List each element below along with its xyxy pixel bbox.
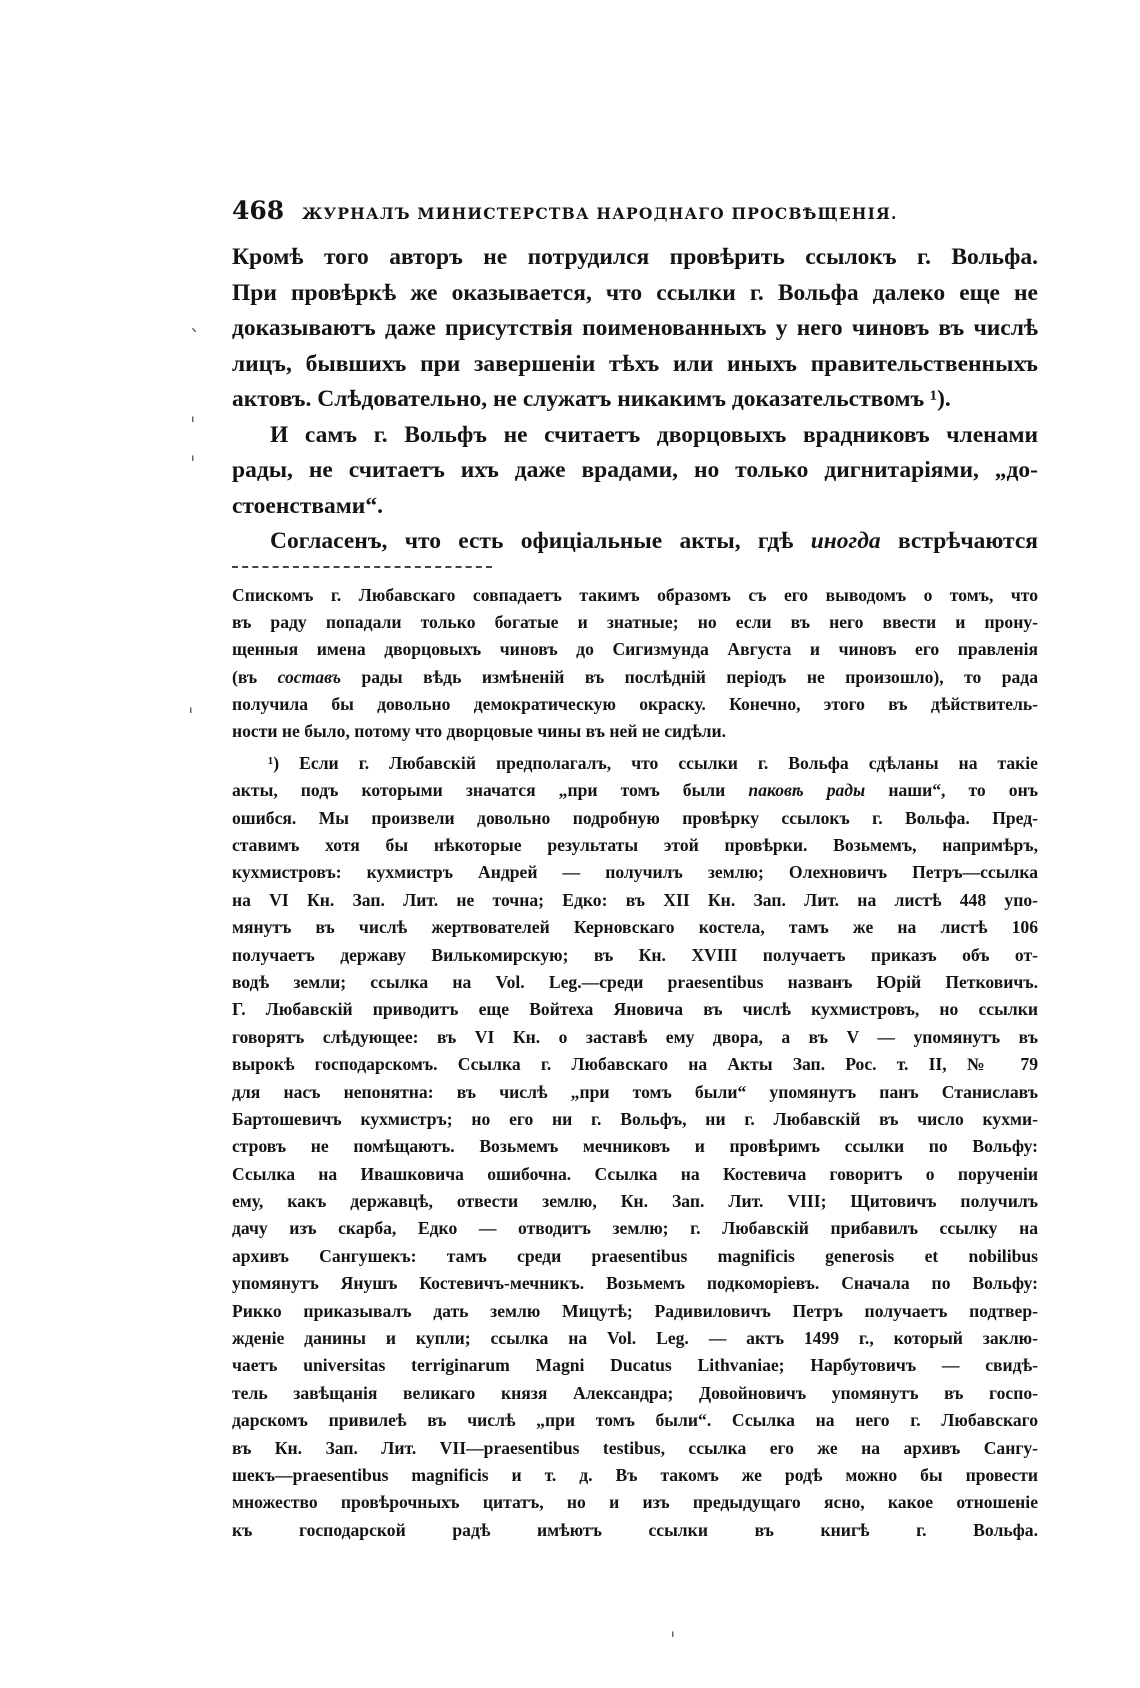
body-line: Кромѣ того авторъ не потрудился провѣрить ссылокъ г. Вольфа. bbox=[232, 244, 1038, 270]
footnote-line: Бартошевичъ кухмистръ; но его ни г. Вольфъ, ни г. Любавскій въ число кухми- bbox=[232, 1108, 1038, 1129]
footnote-line: кухмистровъ: кухмистръ Андрей — получилъ землю; Олехновичъ Петръ—ссылка bbox=[232, 862, 1038, 883]
footnote-separator bbox=[232, 566, 492, 568]
footnote-line: для насъ непонятна: въ числѣ „при томъ были“ упомянутъ панъ Станиславъ bbox=[232, 1081, 1038, 1102]
body-line: лицъ, бывшихъ при завершеніи тѣхъ или иныхъ правительственныхъ bbox=[232, 350, 1038, 377]
footnote-line bbox=[232, 1572, 1038, 1599]
footnote-text: акты, подъ которыми значатся „при томъ были bbox=[232, 780, 726, 801]
footnote-line: Ссылка на Ивашковича ошибочна. Ссылка на Костевича говоритъ о порученіи bbox=[232, 1163, 1038, 1184]
footnote-line: ности не было, потому что дворцовые чины въ ней не сидѣли. bbox=[232, 721, 727, 742]
footnote-line: архивъ Сангушекъ: тамъ среди praesentibus magnificis generosis et nobilibus bbox=[232, 1245, 1038, 1266]
page-number: 468 bbox=[232, 196, 285, 225]
footnote-1 bbox=[232, 750, 1038, 1599]
footnote-italic-text: составъ bbox=[277, 666, 341, 687]
footnote-line: шекъ—praesentibus magnificis и т. д. Въ такомъ же родѣ можно бы провести bbox=[232, 1465, 1038, 1485]
footnote-line: чаетъ universitas terriginarum Magni Ducatus Lithvaniae; Нарбутовичъ — свидѣ- bbox=[232, 1355, 1038, 1376]
footnote-line: упомянутъ Янушъ Костевичъ-мечникъ. Возьмемъ подкоморіевъ. Сначала по Вольфу: bbox=[232, 1273, 1038, 1294]
footnote-italic-text: паковѣ рады bbox=[748, 780, 866, 801]
footnote-line: ¹) Если г. Любавскій предполагалъ, что ссылки г. Вольфа сдѣланы на такіе bbox=[268, 752, 1038, 773]
body-line: При провѣркѣ же оказывается, что ссылки г. Вольфа далеко еще не bbox=[232, 279, 1038, 306]
footnote-line: дачу изъ скарба, Едко — отводитъ землю; г. Любавскій прибавилъ ссылку на bbox=[232, 1218, 1038, 1239]
footnote-line: ошибся. Мы произвели довольно подробную провѣрку ссылокъ г. Вольфа. Пред- bbox=[232, 807, 1038, 828]
body-italic-text: иногда bbox=[810, 528, 881, 554]
footnote-line: на VI Кн. Зап. Лит. не точна; Едко: въ XII Кн. Зап. Лит. на листѣ 448 упо- bbox=[232, 889, 1038, 910]
margin-tick-mark: ˈ bbox=[190, 413, 196, 437]
margin-tick-mark: ˈ bbox=[670, 1628, 676, 1652]
body-line: И самъ г. Вольфъ не считаетъ дворцовыхъ врадниковъ членами bbox=[270, 421, 1038, 448]
body-line: актовъ. Слѣдовательно, не служатъ никакимъ доказательствомъ ¹). bbox=[232, 386, 951, 412]
footnote-line: Г. Любавскій приводитъ еще Войтеха Яновича въ числѣ кухмистровъ, но ссылки bbox=[232, 999, 1038, 1020]
body-line bbox=[232, 524, 1038, 560]
body-line: стоенствами“. bbox=[232, 492, 383, 519]
footnote-line: говорятъ слѣдующее: въ VI Кн. о заставѣ ему двора, а въ V — упомянутъ въ bbox=[232, 1026, 1038, 1047]
footnote-line bbox=[232, 1544, 1038, 1571]
footnote-line bbox=[232, 777, 1038, 804]
footnote-line: вырокѣ господарскомъ. Ссылка г. Любавскаго на Акты Зап. Рос. т. II, № 79 bbox=[232, 1054, 1038, 1075]
footnote-line: ему, какъ державцѣ, отвести землю, Кн. Зап. Лит. VIII; Щитовичъ получилъ bbox=[232, 1191, 1038, 1212]
footnote-line: водѣ земли; ссылка на Vol. Leg.—среди praesentibus названъ Юрій Петковичъ. bbox=[232, 971, 1038, 992]
footnote-line: стровъ не помѣщаютъ. Возьмемъ мечниковъ и провѣримъ ссылки по Вольфу: bbox=[232, 1136, 1038, 1157]
body-line: рады, не считаетъ ихъ даже врадами, но только дигнитаріями, „до- bbox=[232, 457, 1038, 483]
footnote-text: рады вѣдь измѣненій въ послѣдній періодъ не произошло), то рада bbox=[361, 666, 1038, 687]
footnote-line: въ Кн. Зап. Лит. VII—praesentibus testibus, ссылка его же на архивъ Сангу- bbox=[232, 1437, 1038, 1458]
margin-tick-mark: ˈ bbox=[188, 704, 194, 728]
footnote-line: множество провѣрочныхъ цитатъ, но и изъ предыдущаго ясно, какое отношеніе bbox=[232, 1492, 1038, 1513]
footnote-text: (въ bbox=[232, 666, 258, 687]
footnote-line: мянутъ въ числѣ жертвователей Керновскаго костела, тамъ же на листѣ 106 bbox=[232, 917, 1038, 938]
footnote-line bbox=[232, 664, 1038, 691]
body-text: встрѣчаются bbox=[897, 528, 1038, 554]
footnote-line: щенныя имена дворцовыхъ чиновъ до Сигизмунда Августа и чиновъ его правленія bbox=[232, 639, 1038, 660]
footnote-line: получаетъ державу Вилькомирскую; въ Кн. XVIII получаетъ приказъ объ от- bbox=[232, 944, 1038, 965]
footnote-line: тель завѣщанія великаго князя Александра; Довойновичъ упомянутъ въ госпо- bbox=[232, 1382, 1038, 1403]
body-line: доказываютъ даже присутствія поименованныхъ у него чиновъ въ числѣ bbox=[232, 315, 1038, 341]
footnote-line: дарскомъ привилеѣ въ числѣ „при томъ были“. Ссылка на него г. Любавскаго bbox=[232, 1410, 1038, 1431]
page bbox=[232, 196, 1038, 1599]
footnote-line: Рикко приказывалъ дать землю Мицутѣ; Радивиловичъ Петръ получаетъ подтвер- bbox=[232, 1300, 1038, 1321]
main-text bbox=[232, 240, 1038, 560]
journal-title: ЖУРНАЛЪ МИНИСТЕРСТВА НАРОДНАГО ПРОСВѢЩЕНІЯ. bbox=[302, 204, 898, 223]
body-text: Согласенъ, что есть офиціальные акты, гдѣ bbox=[270, 528, 794, 554]
footnote-line: получила бы довольно демократическую окраску. Конечно, этого въ дѣйствитель- bbox=[232, 694, 1038, 715]
footnote-line: ставимъ хотя бы нѣкоторые результаты этой провѣрки. Возьмемъ, напримѣръ, bbox=[232, 835, 1038, 856]
footnote-text: наши“, то онъ bbox=[888, 780, 1038, 801]
footnote-line: къ господарской радѣ имѣютъ ссылки въ книгѣ г. Вольфа. bbox=[232, 1519, 1038, 1540]
footnote-line: въ раду попадали только богатые и знатные; но если въ него ввести и прону- bbox=[232, 611, 1038, 632]
margin-tick-mark: ˈ bbox=[190, 452, 196, 476]
footnote-continuation bbox=[232, 582, 1038, 746]
footnote-line: Спискомъ г. Любавскаго совпадаетъ такимъ образомъ съ его выводомъ о томъ, что bbox=[232, 584, 1038, 605]
footnote-line: жденіе данины и купли; ссылка на Vol. Leg. — актъ 1499 г., который заклю- bbox=[232, 1328, 1038, 1349]
margin-tick-mark: ˎ bbox=[190, 308, 200, 332]
running-head bbox=[232, 196, 1038, 240]
